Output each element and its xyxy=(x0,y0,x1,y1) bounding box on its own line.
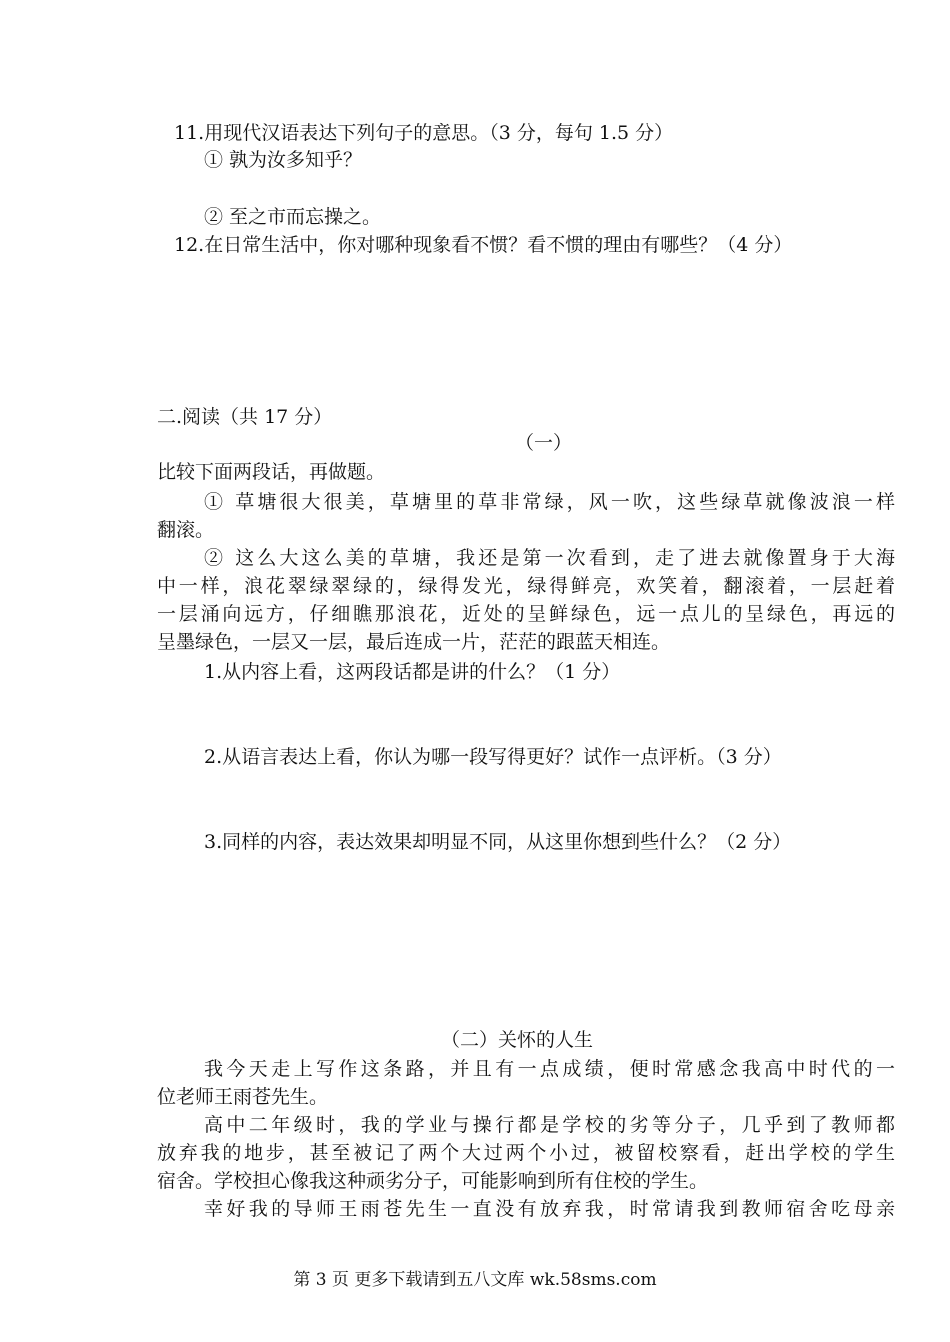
section-title: 二.阅读（共 17 分） xyxy=(157,406,333,428)
part-one-question-2: 2.从语言表达上看，你认为哪一段写得更好？试作一点评析。（3 分） xyxy=(204,746,782,768)
part-one-question-1: 1.从内容上看，这两段话都是讲的什么？（1 分） xyxy=(204,661,621,683)
paragraph-line: 位老师王雨苍先生。 xyxy=(157,1086,329,1108)
question-12: 12.在日常生活中，你对哪种现象看不惯？看不惯的理由有哪些？（4 分） xyxy=(174,234,793,256)
paragraph-line: 高中二年级时，我的学业与操行都是学校的劣等分子，几乎到了教师都 xyxy=(204,1114,895,1136)
paragraph-line: 呈墨绿色，一层又一层，最后连成一片，茫茫的跟蓝天相连。 xyxy=(157,631,671,653)
page-footer: 第 3 页 更多下载请到五八文库 wk.58sms.com xyxy=(293,1270,657,1290)
paragraph-line: 幸好我的导师王雨苍先生一直没有放弃我，时常请我到教师宿舍吃母亲 xyxy=(204,1198,895,1220)
paragraph-line: 我今天走上写作这条路，并且有一点成绩，便时常感念我高中时代的一 xyxy=(204,1058,895,1080)
part-two-heading: （二）关怀的人生 xyxy=(441,1029,594,1051)
paragraph-line: ① 草塘很大很美，草塘里的草非常绿，风一吹，这些绿草就像波浪一样 xyxy=(204,491,895,513)
paragraph-line: ② 这么大这么美的草塘，我还是第一次看到，走了进去就像置身于大海 xyxy=(204,547,895,569)
paragraph-line: 中一样，浪花翠绿翠绿的，绿得发光，绿得鲜亮，欢笑着，翻滚着，一层赶着 xyxy=(157,575,895,597)
paragraph-line: 翻滚。 xyxy=(157,519,215,541)
part-one-heading: （一） xyxy=(515,432,573,454)
paragraph-line: 放弃我的地步，甚至被记了两个大过两个小过，被留校察看，赶出学校的学生 xyxy=(157,1142,895,1164)
question-11: 11.用现代汉语表达下列句子的意思。（3 分，每句 1.5 分） xyxy=(174,122,674,144)
question-11-item-2: ② 至之市而忘操之。 xyxy=(204,206,382,228)
question-11-item-1: ① 孰为汝多知乎？ xyxy=(204,149,363,171)
paragraph-line: 一层涌向远方，仔细瞧那浪花，近处的呈鲜绿色，远一点儿的呈绿色，再远的 xyxy=(157,603,895,625)
part-one-intro: 比较下面两段话，再做题。 xyxy=(157,461,386,483)
paragraph-line: 宿舍。学校担心像我这种顽劣分子，可能影响到所有住校的学生。 xyxy=(157,1170,709,1192)
part-one-question-3: 3.同样的内容，表达效果却明显不同，从这里你想到些什么？（2 分） xyxy=(204,831,792,853)
